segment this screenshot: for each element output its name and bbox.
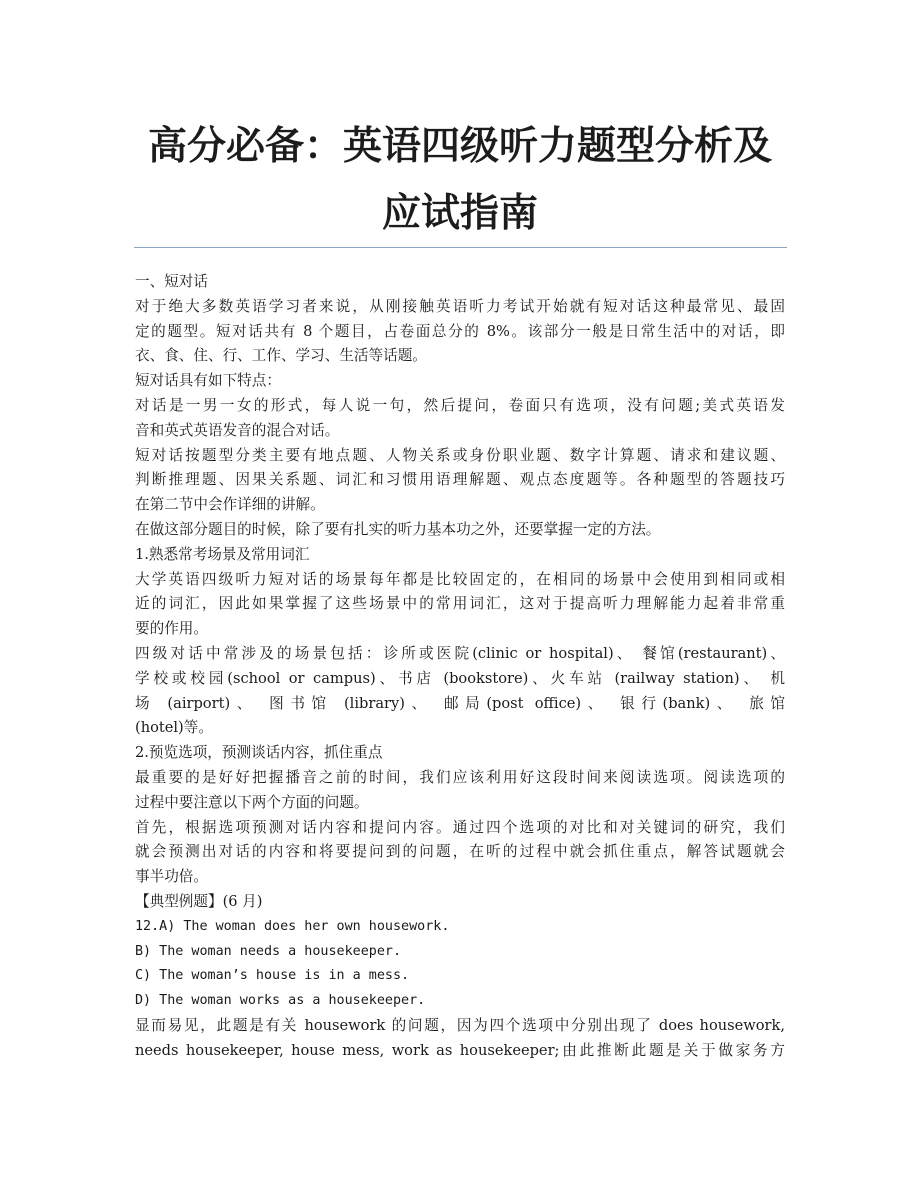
title-divider [134, 247, 787, 248]
section-heading: 一、短对话 [135, 273, 208, 290]
paragraph-line: 要的作用。 [135, 620, 208, 638]
paragraph-line: 判断推理题、因果关系题、词汇和习惯用语理解题、观点态度题等。各种题型的答题技巧 [135, 471, 785, 489]
paragraph-line: 学校或校园(school or campus)、书店 (bookstore)、火车站 (railway station)、 机 [135, 669, 785, 687]
paragraph-line: 短对话具有如下特点： [135, 372, 281, 390]
option-line: 12.A) The woman does her own housework. [135, 918, 450, 934]
paragraph-line: 近的词汇，因此如果掌握了这些场景中的常用词汇，这对于提高听力理解能力起着非常重 [135, 595, 785, 613]
option-line: D) The woman works as a housekeeper. [135, 993, 426, 1009]
paragraph-line: 对于绝大多数英语学习者来说，从刚接触英语听力考试开始就有短对话这种最常见、最固 [135, 297, 785, 315]
paragraph-line: 定的题型。短对话共有 8 个题目，占卷面总分的 8%。该部分一般是日常生活中的对话，即 [135, 322, 785, 340]
document-title-line-2: 应试指南 [381, 191, 538, 236]
paragraph-line: 显而易见，此题是有关 housework 的问题，因为四个选项中分别出现了 does housework, [135, 1016, 785, 1034]
paragraph-line: 最重要的是好好把握播音之前的时间，我们应该利用好这段时间来阅读选项。阅读选项的 [135, 768, 785, 786]
paragraph-line: 首先，根据选项预测对话内容和提问内容。通过四个选项的对比和对关键词的研究，我们 [135, 818, 785, 836]
document-body [135, 270, 785, 1064]
paragraph-line: 在做这部分题目的时候，除了要有扎实的听力基本功之外，还要掌握一定的方法。 [135, 520, 661, 538]
paragraph-line: 四级对话中常涉及的场景包括：诊所或医院(clinic or hospital)、 餐馆(restaurant)、 [135, 644, 785, 662]
paragraph-line: needs housekeeper, house mess, work as housekeeper;由此推断此题是关于做家务方 [135, 1041, 785, 1059]
paragraph-line: 在第二节中会作详细的讲解。 [135, 496, 325, 514]
paragraph-line: 衣、食、住、行、工作、学习、生活等话题。 [135, 347, 427, 365]
paragraph-line: 音和英式英语发音的混合对话。 [135, 421, 340, 439]
document-title-line-1: 高分必备：英语四级听力题型分析及 [147, 124, 772, 169]
paragraph-line: 过程中要注意以下两个方面的问题。 [135, 793, 369, 811]
paragraph-line: 短对话按题型分类主要有地点题、人物关系或身份职业题、数字计算题、请求和建议题、 [135, 446, 785, 464]
subheading: 1.熟悉常考场景及常用词汇 [135, 545, 310, 563]
option-line: C) The woman’s house is in a mess. [135, 968, 410, 984]
paragraph-line: 就会预测出对话的内容和将要提问到的问题，在听的过程中就会抓住重点，解答试题就会 [135, 843, 785, 861]
paragraph-line: 对话是一男一女的形式，每人说一句，然后提问，卷面只有选项，没有问题;美式英语发 [135, 396, 785, 414]
paragraph-line: 场 (airport)、 图书馆 (library)、 邮局(post office)、 银行(bank)、 旅馆 [135, 694, 785, 712]
paragraph-line: 大学英语四级听力短对话的场景每年都是比较固定的，在相同的场景中会使用到相同或相 [135, 570, 785, 588]
example-heading: 【典型例题】(6 月) [135, 892, 263, 910]
option-line: B) The woman needs a housekeeper. [135, 943, 402, 959]
paragraph-line: 事半功倍。 [135, 868, 208, 886]
subheading: 2.预览选项，预测谈话内容，抓住重点 [135, 744, 383, 762]
paragraph-line: (hotel)等。 [135, 719, 213, 737]
